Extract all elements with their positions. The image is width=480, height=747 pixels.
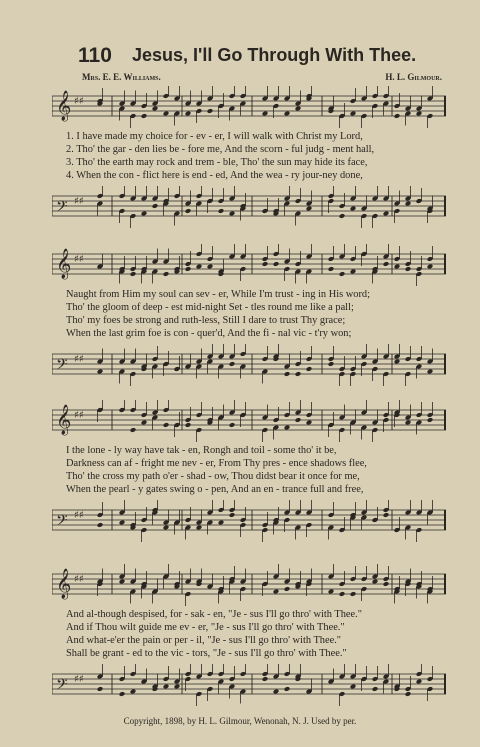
svg-text:𝄢: 𝄢 — [56, 198, 68, 219]
svg-text:♯♯: ♯♯ — [74, 574, 84, 585]
svg-text:𝄞: 𝄞 — [56, 569, 72, 599]
hymn-header — [78, 44, 438, 70]
verse-4-line: When the last grim foe is con - quer'd, And the fi - nal vic - t'ry won; — [66, 328, 352, 339]
bass-staff — [52, 500, 446, 542]
bass-staff — [52, 664, 446, 706]
verse-2-line: And if Thou wilt guide me ev - er, "Je - sus I'll go thro' with Thee." — [66, 622, 345, 633]
verse-4-line: 4. When the con - flict here is end - ed, And the wea - ry jour-ney done, — [66, 170, 363, 181]
svg-text:♯♯: ♯♯ — [74, 354, 84, 365]
svg-text:𝄞: 𝄞 — [56, 405, 72, 435]
verse-2-line: 2. Tho' the gar - den lies be - fore me, And the scorn - ful judg - ment hall, — [66, 144, 375, 155]
lyrics-block — [66, 130, 446, 182]
lyrics-block — [66, 608, 446, 660]
lyrics-block — [66, 444, 446, 496]
verse-4-line: When the pearl - y gates swing o - pen, And an en - trance full and free, — [66, 484, 364, 495]
svg-text:♯♯: ♯♯ — [74, 196, 84, 207]
svg-text:♯♯: ♯♯ — [74, 96, 84, 107]
verse-3-line: Tho' my foes be strong and ruth-less, Still I dare to trust Thy grace; — [66, 315, 346, 326]
composer: H. L. Gilmour. — [385, 72, 442, 82]
bass-staff — [52, 186, 446, 228]
treble-staff — [52, 400, 446, 442]
treble-staff — [52, 564, 446, 606]
treble-staff — [52, 86, 446, 128]
verse-1-line: I the lone - ly way have tak - en, Rongh and toil - some tho' it be, — [66, 445, 337, 456]
verse-3-line: Tho' the cross my path o'er - shad - ow, Thou didst bear it once for me, — [66, 471, 360, 482]
verse-1-line: 1. I have made my choice for - ev - er, I will walk with Christ my Lord, — [66, 131, 363, 142]
lyrics-block — [66, 288, 446, 340]
svg-text:𝄢: 𝄢 — [56, 676, 68, 697]
svg-text:♯♯: ♯♯ — [74, 410, 84, 421]
verse-4-line: Shall be grant - ed to the vic - tors, "Je - sus I'll go thro' with Thee." — [66, 648, 347, 659]
hymn-title: Jesus, I'll Go Through With Thee. — [132, 45, 417, 65]
verse-1-line: And al-though despised, for - sak - en, "Je - sus I'll go thro' with Thee." — [66, 609, 362, 620]
bass-staff — [52, 344, 446, 386]
svg-text:𝄢: 𝄢 — [56, 356, 68, 377]
svg-text:𝄞: 𝄞 — [56, 249, 72, 279]
svg-text:♯♯: ♯♯ — [74, 674, 84, 685]
treble-staff — [52, 244, 446, 286]
verse-3-line: And what-e'er the pain or per - il, "Je - sus I'll go thro' with Thee." — [66, 635, 342, 646]
svg-text:𝄞: 𝄞 — [56, 91, 72, 121]
lyricist: Mrs. E. E. Williams. — [82, 72, 161, 82]
svg-text:♯♯: ♯♯ — [74, 254, 84, 265]
svg-text:♯♯: ♯♯ — [74, 510, 84, 521]
copyright-notice: Copyright, 1898, by H. L. Gilmour, Wenonah, N. J. Used by per. — [123, 716, 357, 726]
verse-1-line: Naught from Him my soul can sev - er, While I'm trust - ing in His word; — [66, 289, 370, 300]
verse-2-line: Tho' the gloom of deep - est mid-night Set - tles round me like a pall; — [66, 302, 354, 313]
verse-3-line: 3. Tho' the earth may rock and trem - ble, Tho' the sun may hide its face, — [66, 157, 368, 168]
hymn-number: 110 — [78, 44, 112, 67]
verse-2-line: Darkness can af - fright me nev - er, From Thy pres - ence shadows flee, — [66, 458, 367, 469]
svg-text:𝄢: 𝄢 — [56, 512, 68, 533]
